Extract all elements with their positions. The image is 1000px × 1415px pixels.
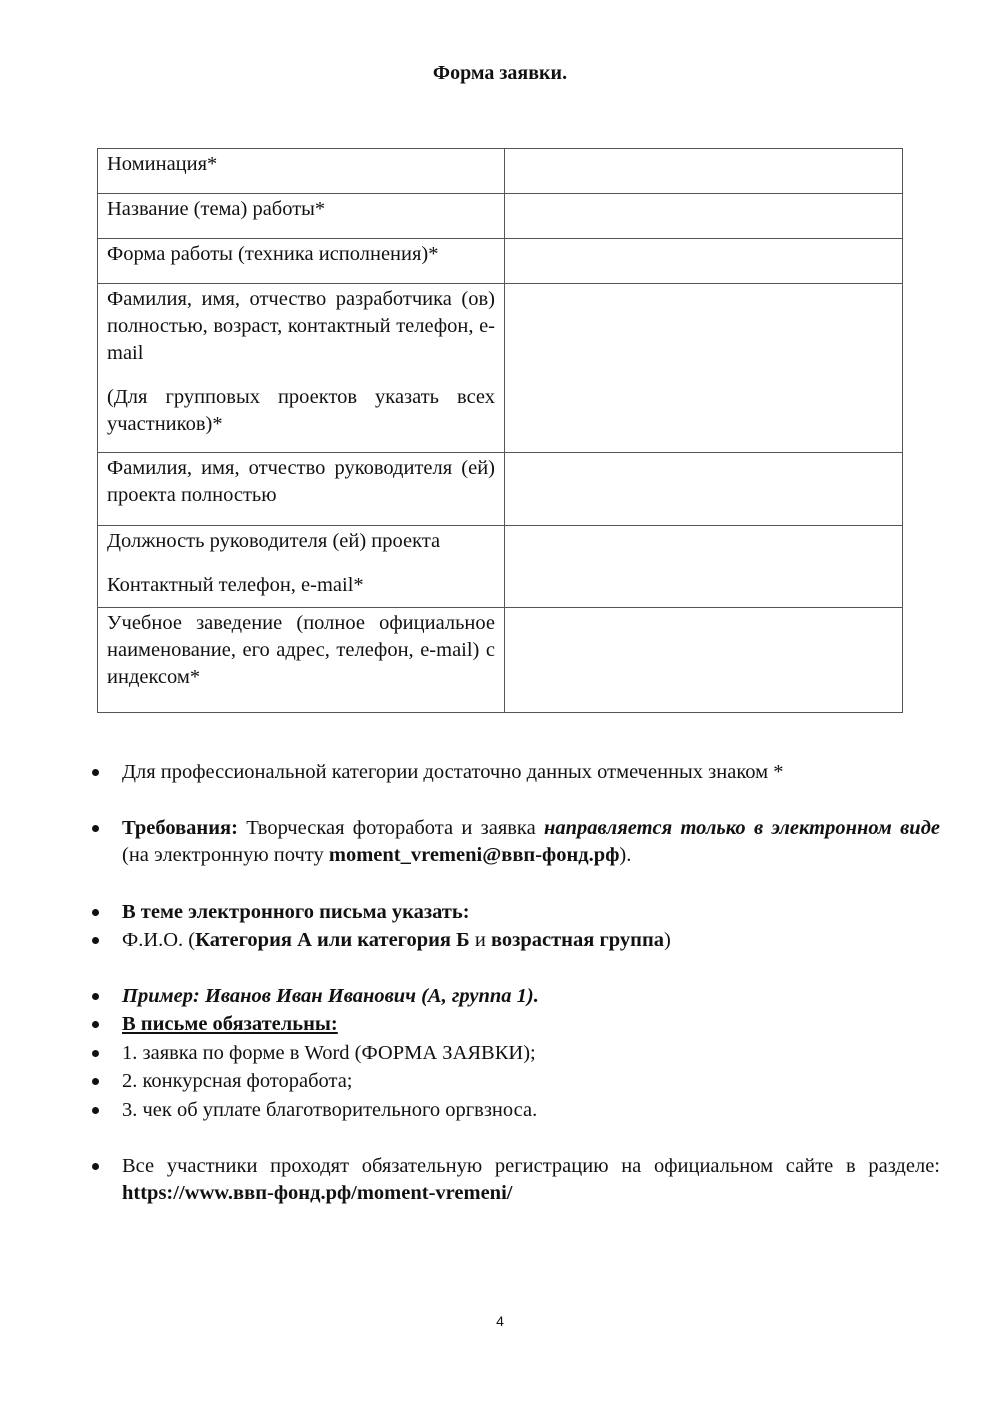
table-row [98, 239, 903, 284]
field-label-nomination: Номинация* [98, 149, 505, 194]
bullet-icon [92, 1163, 99, 1170]
bullet-icon [92, 909, 99, 916]
requirements-label: Требования: [122, 817, 238, 839]
table-row [98, 453, 903, 526]
field-value-work-form[interactable] [505, 239, 903, 284]
list-item-professional-note: Для профессиональной категории достаточно данных отмеченных знаком * [122, 759, 940, 786]
bullet-icon [92, 1050, 99, 1057]
field-label-institution: Учебное заведение (полное официальное наименование, его адрес, телефон, e-mail) с индексом* [98, 608, 505, 713]
bullet-icon [92, 1021, 99, 1028]
bullet-icon [92, 769, 99, 776]
bullet-icon [92, 937, 99, 944]
bullet-icon [92, 993, 99, 1000]
page-title: Форма заявки. [432, 62, 568, 84]
list-item-subject-heading: В теме электронного письма указать: [122, 899, 940, 926]
contact-email[interactable]: moment_vremeni@ввп-фонд.рф [328, 844, 620, 866]
table-row [98, 149, 903, 194]
field-label-developers: Фамилия, имя, отчество разработчика (ов) полностью, возраст, контактный телефон, e-mail (Для групповых проектов указать всех участников)* [98, 284, 505, 453]
field-label-work-form: Форма работы (техника исполнения)* [98, 239, 505, 284]
table-row [98, 194, 903, 239]
list-item-letter-3: 3. чек об уплате благотворительного оргвзноса. [122, 1097, 940, 1124]
list-item-letter-2: 2. конкурсная фоторабота; [122, 1068, 940, 1095]
field-label-supervisor-position: Должность руководителя (ей) проекта Контактный телефон, e-mail* [98, 526, 505, 608]
list-item-letter-heading: В письме обязательны: [122, 1011, 940, 1038]
field-label-supervisor-name: Фамилия, имя, отчество руководителя (ей) проекта полностью [98, 453, 505, 526]
list-item-registration: Все участники проходят обязательную регистрацию на официальном сайте в разделе: https://www.ввп-фонд.рф/moment-vremeni/ [122, 1153, 940, 1207]
list-item-requirements: Требования: Творческая фоторабота и заявка направляется только в электронном виде (на электронную почту moment_vremeni@ввп-фонд.рф). [122, 815, 940, 869]
registration-link[interactable]: https://www.ввп-фонд.рф/moment-vremeni/ [122, 1182, 513, 1204]
field-value-supervisor-name[interactable] [505, 453, 903, 526]
field-value-supervisor-position[interactable] [505, 526, 903, 608]
list-item-letter-1: 1. заявка по форме в Word (ФОРМА ЗАЯВКИ); [122, 1040, 940, 1067]
field-label-work-title: Название (тема) работы* [98, 194, 505, 239]
list-item-example: Пример: Иванов Иван Иванович (А, группа 1). [122, 983, 940, 1010]
field-value-work-title[interactable] [505, 194, 903, 239]
table-row [98, 526, 903, 608]
requirements-emphasis: направляется только в электронном виде [543, 817, 940, 839]
bullet-icon [92, 1078, 99, 1085]
page-number: 4 [496, 1313, 504, 1329]
field-value-nomination[interactable] [505, 149, 903, 194]
field-value-developers[interactable] [505, 284, 903, 453]
bullet-icon [92, 825, 99, 832]
list-item-subject-format: Ф.И.О. (Категория А или категория Б и возрастная группа) [122, 927, 940, 954]
table-row [98, 284, 903, 453]
field-value-institution[interactable] [505, 608, 903, 713]
bullet-icon [92, 1107, 99, 1114]
application-form-table [97, 148, 903, 713]
table-row [98, 608, 903, 713]
